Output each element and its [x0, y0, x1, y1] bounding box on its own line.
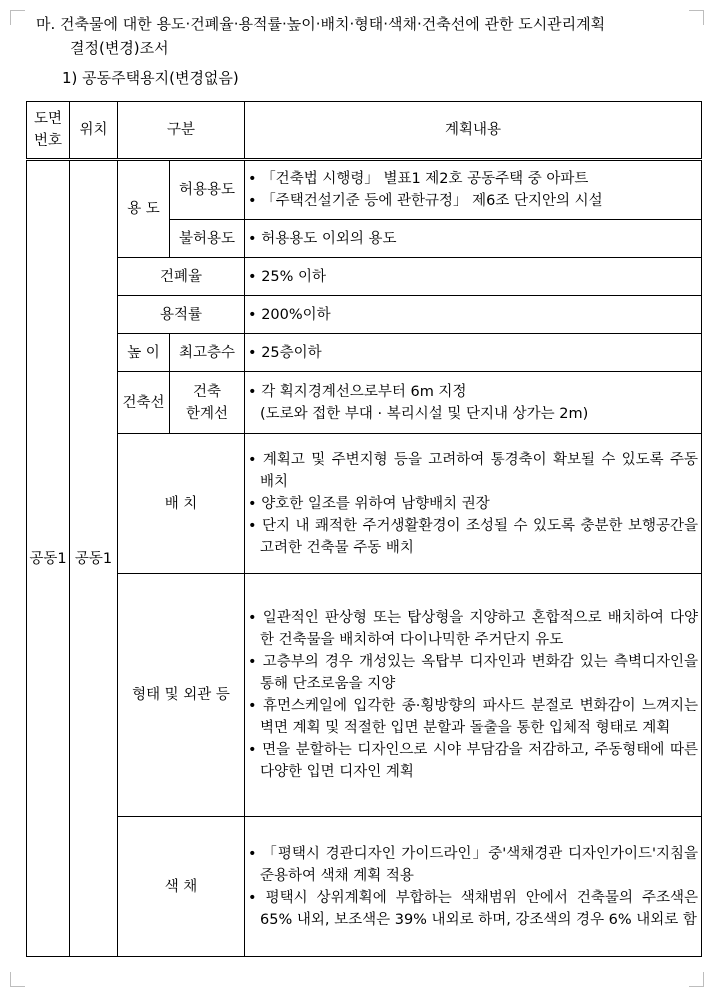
table-row	[27, 296, 702, 334]
building-line-label: 건축선	[118, 372, 170, 434]
list-item: • 양호한 일조를 위하여 남향배치 권장	[248, 495, 490, 512]
form-content	[245, 574, 702, 817]
layout-content	[245, 434, 702, 574]
header-category: 구분	[118, 102, 245, 160]
header-location: 위치	[70, 102, 118, 160]
list-item: • 25% 이하	[248, 268, 327, 285]
list-item: • 면을 분할하는 디자인으로 시야 부담감을 저감하고, 주동형태에 따른 다양한 입면 디자인 계획	[248, 742, 699, 780]
list-item: • 일관적인 판상형 또는 탑상형을 지양하고 혼합적으로 배치하여 다양한 건축물을 배치하여 다이나믹한 주거단지 유도	[248, 610, 699, 648]
table-row	[27, 372, 702, 434]
page-corner-mark	[689, 10, 704, 25]
list-item: • 고층부의 경우 개성있는 옥탑부 디자인과 변화감 있는 측벽디자인을 통해 단조로움을 지양	[248, 654, 699, 692]
list-item: • 허용용도 이외의 용도	[248, 230, 397, 247]
table-row	[27, 160, 702, 220]
table-row	[27, 258, 702, 296]
section-heading-line2: 결정(변경)조서	[70, 39, 169, 57]
table-row	[27, 334, 702, 372]
allowed-use-content	[245, 160, 702, 220]
list-item: • 각 획지경계선으로부터 6m 지정	[248, 383, 467, 400]
list-item: • 휴먼스케일에 입각한 종·횡방향의 파사드 분절로 변화감이 느껴지는 벽면 계획 및 적절한 입면 분할과 돌출을 통한 입체적 형태로 계획	[248, 698, 699, 736]
list-item: • 계획고 및 주변지형 등을 고려하여 통경축이 확보될 수 있도록 주동 배치	[248, 451, 699, 490]
coverage-label: 건폐율	[118, 258, 245, 296]
list-item: • 「주택건설기준 등에 관한규정」 제6조 단지안의 시설	[248, 193, 603, 209]
color-label: 색 채	[118, 817, 245, 957]
page-corner-mark	[10, 10, 25, 25]
subsection-heading: 1) 공동주택용지(변경없음)	[62, 69, 239, 87]
height-label: 높 이	[118, 334, 170, 372]
far-content	[245, 296, 702, 334]
prohibited-use-content	[245, 220, 702, 258]
list-item: • 「평택시 경관디자인 가이드라인」중'색채경관 디자인가이드'지침을 준용하여 색채 계획 적용	[248, 845, 698, 884]
list-item: • 평택시 상위계획에 부합하는 색채범위 안에서 건축물의 주조색은 65% 내외, 보조색은 39% 내외로 하며, 강조색의 경우 6% 내외로 함	[248, 889, 699, 928]
color-content	[245, 817, 702, 957]
table-row	[27, 574, 702, 817]
header-sheet-no: 도면 번호	[27, 102, 70, 160]
table-header-row	[27, 102, 702, 160]
page-corner-mark	[10, 972, 25, 987]
location-cell: 공동1	[70, 160, 118, 957]
table-row	[27, 434, 702, 574]
height-content	[245, 334, 702, 372]
coverage-content	[245, 258, 702, 296]
section-heading-line1: 마. 건축물에 대한 용도·건폐율·용적률·높이·배치·형태·색채·건축선에 관한 도시관리계획	[36, 15, 606, 33]
form-label: 형태 및 외관 등	[118, 574, 245, 817]
page-corner-mark	[689, 972, 704, 987]
far-label: 용적률	[118, 296, 245, 334]
building-line-content	[245, 372, 702, 434]
table-row	[27, 817, 702, 957]
list-item: • 200%이하	[248, 306, 331, 323]
use-label: 용 도	[118, 160, 170, 258]
list-item: • 단지 내 쾌적한 주거생활환경이 조성될 수 있도록 충분한 보행공간을 고려한 건축물 주동 배치	[248, 517, 699, 556]
section-heading	[36, 12, 605, 60]
plan-table	[26, 101, 702, 957]
allowed-use-label: 허용용도	[170, 160, 245, 220]
prohibited-use-label: 불허용도	[170, 220, 245, 258]
height-sub-label: 최고층수	[170, 334, 245, 372]
building-line-sub-label: 건축 한계선	[170, 372, 245, 434]
layout-label: 배 치	[118, 434, 245, 574]
header-plan: 계획내용	[245, 102, 702, 160]
list-item: • 25층이하	[248, 344, 322, 361]
sheet-no-cell: 공동1	[27, 160, 70, 957]
list-item: • 「건축법 시행령」 별표1 제2호 공동주택 중 아파트	[248, 171, 589, 187]
building-line-note: (도로와 접한 부대 · 복리시설 및 단지내 상가는 2m)	[260, 405, 589, 422]
